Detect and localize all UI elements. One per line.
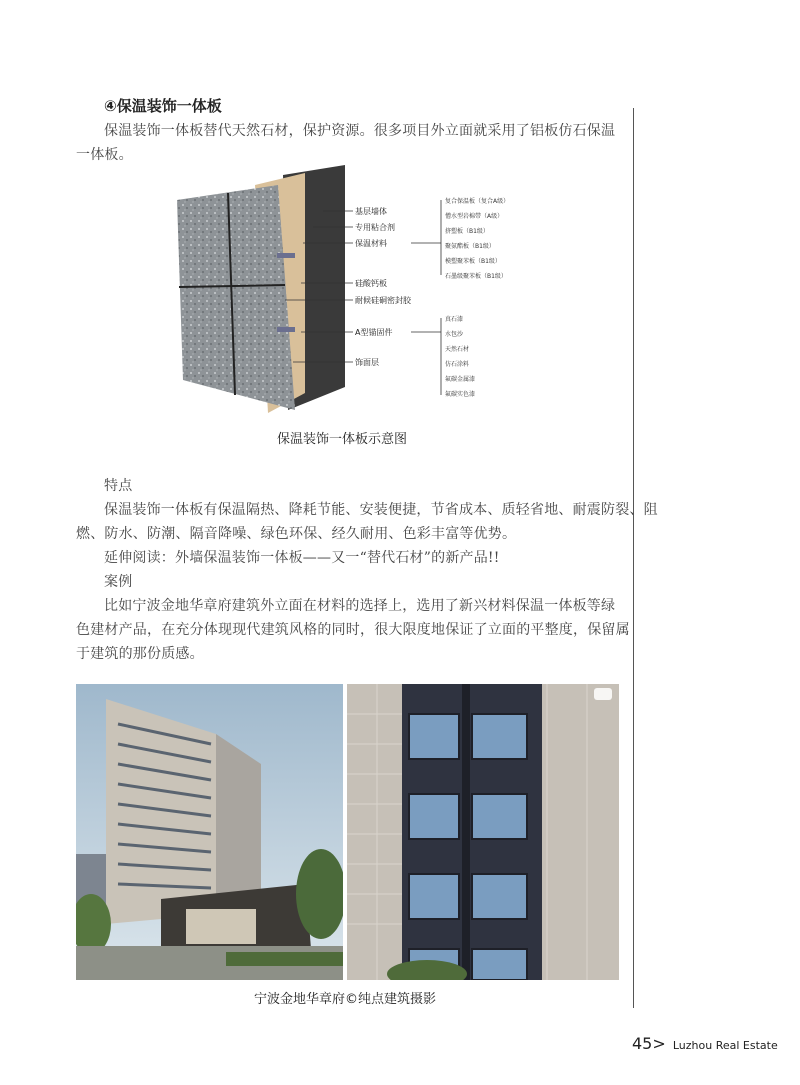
diagram-label: 基层墙体 — [355, 207, 387, 216]
diagram-label: 耐候硅硐密封胶 — [355, 296, 411, 305]
finish-option: 仿石涂料 — [445, 361, 470, 368]
case-line: 比如宁波金地华章府建筑外立面在材料的选择上，选用了新兴材料保温一体板等绿 — [104, 598, 616, 614]
photo-caption: 宁波金地华章府©纯点建筑摄影 — [254, 992, 437, 1007]
granite-facing — [177, 185, 295, 410]
column-divider-line — [633, 108, 634, 1008]
expand-icon — [594, 688, 612, 700]
finish-option: 水包沙 — [445, 331, 464, 338]
case-line: 色建材产品，在充分体现现代建筑风格的同时，很大限度地保证了立面的平整度，保留属 — [76, 622, 630, 638]
insulation-option: 聚氨酯板（B1级） — [445, 243, 495, 250]
insulation-option: 石墨级聚苯板（B1级） — [445, 273, 507, 280]
finish-option: 氟碳金属漆 — [445, 376, 476, 383]
facade-closeup-photo — [347, 684, 619, 980]
extended-reading-link[interactable]: 延伸阅读：外墙保温装饰一体板——又一“替代石材”的新产品!! — [104, 550, 500, 566]
diagram-label: A型锚固件 — [355, 328, 393, 337]
diagram-label: 保温材料 — [355, 239, 387, 248]
insulation-option: 憎水型岩棉带（A级） — [445, 213, 504, 220]
features-line: 燃、防水、防潮、隔音降噪、绿色环保、经久耐用、色彩丰富等优势。 — [76, 526, 517, 542]
intro-line: 保温装饰一体板替代天然石材，保护资源。很多项目外立面就采用了铝板仿石保温 — [104, 123, 616, 139]
section-heading: ④保温装饰一体板 — [104, 97, 222, 115]
page-number: 45> — [632, 1034, 666, 1053]
magazine-name: Luzhou Real Estate — [672, 1039, 778, 1052]
features-line: 保温装饰一体板有保温隔热、降耗节能、安装便捷，节省成本、质轻省地、耐震防裂、阻 — [104, 502, 658, 518]
diagram-caption: 保温装饰一体板示意图 — [277, 432, 408, 447]
finish-option: 天然石材 — [445, 346, 470, 353]
finish-option: 真石漆 — [445, 316, 464, 323]
case-title: 案例 — [104, 574, 133, 590]
building-exterior-photo — [76, 684, 343, 980]
case-line: 于建筑的那份质感。 — [76, 646, 204, 662]
diagram-svg — [173, 155, 528, 420]
intro-line: 一体板。 — [76, 147, 133, 163]
insulation-option: 挤塑板（B1级） — [445, 228, 489, 235]
insulation-option: 模塑聚苯板（B1级） — [445, 258, 501, 265]
diagram-label: 硅酸钙板 — [355, 279, 387, 288]
finish-option: 氟碳实色漆 — [445, 391, 476, 398]
insulation-panel-diagram — [173, 155, 528, 420]
features-title: 特点 — [104, 478, 133, 494]
page-footer — [632, 1034, 778, 1053]
diagram-label: 专用粘合剂 — [355, 223, 395, 232]
insulation-option: 复合保温板（复合A级） — [445, 198, 510, 205]
diagram-label: 饰面层 — [355, 358, 379, 367]
features-block — [76, 474, 658, 666]
